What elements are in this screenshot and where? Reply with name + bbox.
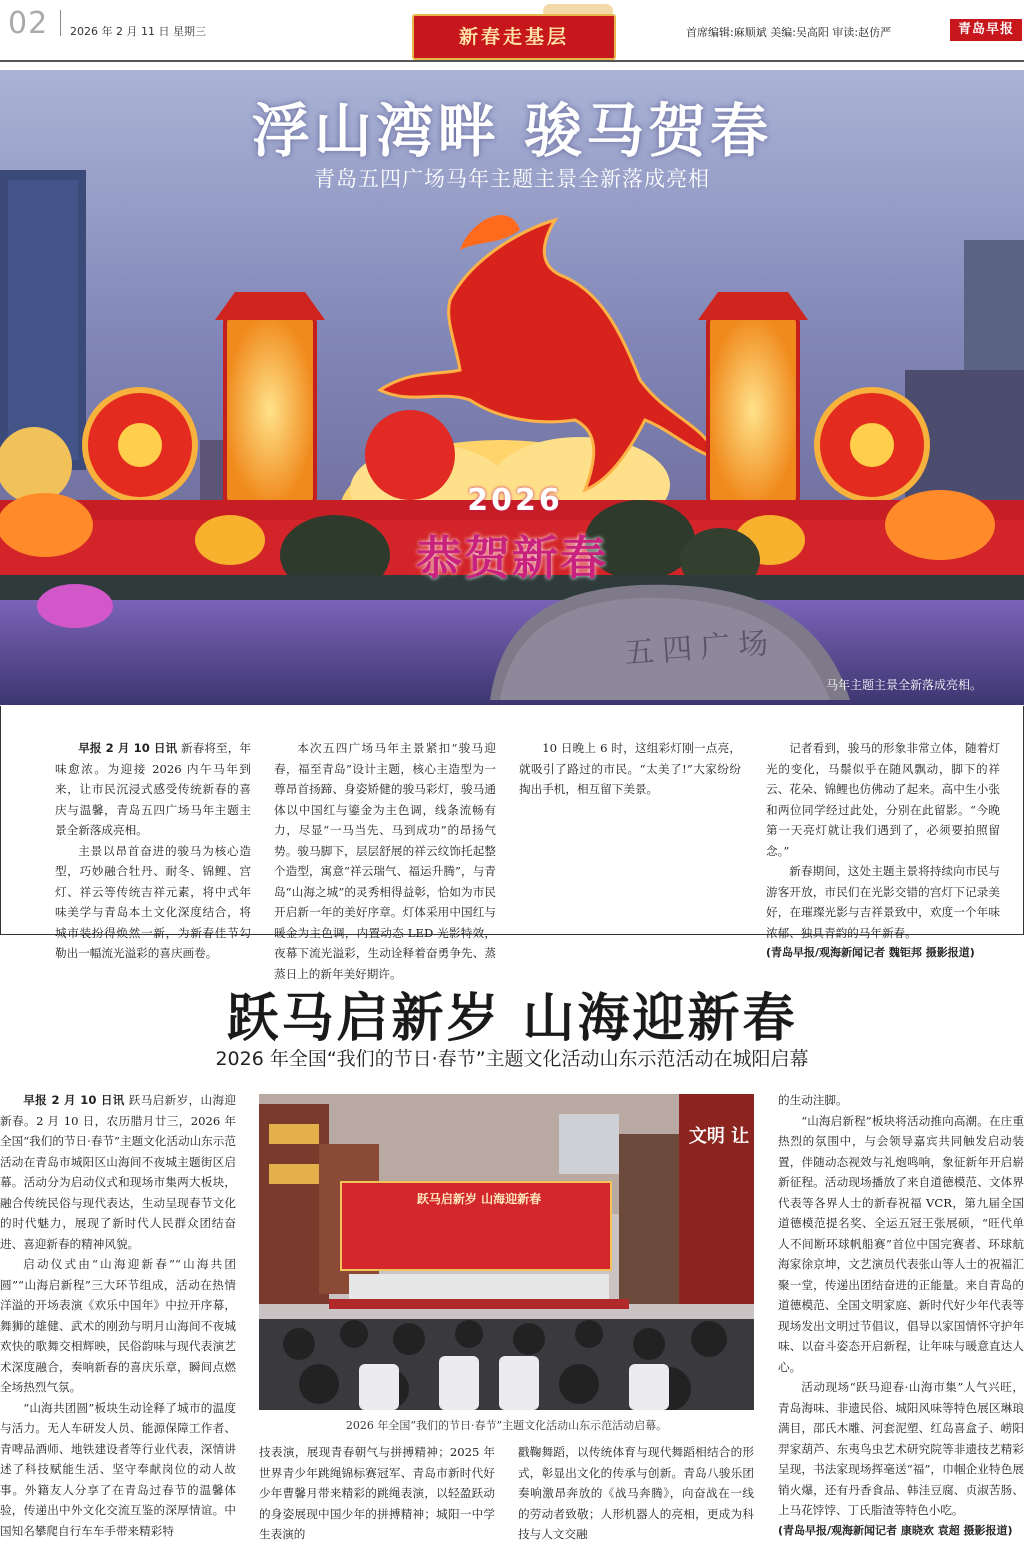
story1-column-1 bbox=[55, 738, 251, 964]
story1-headline: 浮山湾畔 骏马贺春 bbox=[251, 97, 773, 165]
story1-paragraph: 记者看到，骏马的形象非常立体，随着灯光的变化，马鬃似乎在随风飘动，脚下的祥云、花朵、锦鲤也仿佛动了起来。高中生小张和两位同学经过此处，分别在此留影。“今晚第一天亮灯就让我们遇到了，必须要拍照留念。” bbox=[766, 741, 1000, 858]
story2-paragraph: 启动仪式由“山海迎新春”“山海共团圆”“山海启新程”三大环节组成，活动在热情洋溢的开场表演《欢乐中国年》中拉开序幕，舞狮的雄健、武术的刚劲与明月山海间不夜城欢快的歌舞交相辉映，民俗韵味与现代表演艺术深度融合，奏响新春的喜庆乐章，瞬间点燃全场热烈气氛。 bbox=[0, 1257, 236, 1394]
stone-inscription: 五四广场 bbox=[623, 625, 778, 672]
story2-column-2 bbox=[259, 1442, 495, 1545]
story2-column-3 bbox=[518, 1442, 754, 1545]
story2-column-1 bbox=[0, 1090, 236, 1541]
header-divider bbox=[60, 10, 61, 36]
story1-paragraph: 主景以昂首奋进的骏马为核心造型，巧妙融合牡丹、耐冬、锦鲤、宫灯、祥云等传统吉祥元素，将中式年味美学与青岛本土文化深度结合，将城市装扮得焕然一新，为新春佳节勾勒出一幅流光溢彩的喜庆画卷。 bbox=[55, 843, 251, 960]
story1-paragraph: 新春将至，年味愈浓。为迎接 2026 内午马年到来，让市民沉浸式感受传统新春的喜庆与温馨，青岛五四广场马年主题主景全新落成亮相。 bbox=[55, 741, 251, 837]
story1-article bbox=[0, 706, 1024, 981]
story1-photo-caption: 马年主题主景全新落成亮相。 bbox=[826, 678, 983, 692]
story1-column-2 bbox=[274, 738, 496, 984]
story2-paragraph: “山海启新程”板块将活动推向高潮。在庄重热烈的氛围中，与会领导嘉宾共同触发启动装置，伴随动态视效与礼炮鸣响，象征新年开启崭新征程。活动现场播放了来自道德模范、文体界代表等各界人士的新春祝福 VCR，第九届全国道德模范提名奖、全运五冠王张展硕，“旺代单人不间断环球帆船赛”首位中国完赛者、环球航海家徐京坤，文艺演员代表张山等人士的祝福汇聚一堂，传递出团结奋进的正能量。来自青岛的道德模范、全国文明家庭、新时代好少年代表等现场发出文明过节倡议，倡导以家国情怀守护年味、以奋斗姿态开启新程，让年味与暖意直达人心。 bbox=[778, 1113, 1024, 1374]
sign-greeting: 恭贺新春 bbox=[416, 531, 608, 585]
newspaper-logo: 青岛早报 bbox=[950, 19, 1022, 41]
story2-paragraph: 活动现场“跃马迎春·山海市集”人气兴旺，青岛海味、非遗民俗、城阳风味等特色展区琳琅满目，邵氏木雕、河套泥塑、红岛喜盒子、崂阳羿家葫芦、东夷鸟虫艺术研究院等非遗技艺精彩呈现，书法家现场挥毫送“福”，巾帼企业特色展销火爆，还有丹香食品、韩洼豆腐、贞淑苦肠、上马花饽饽、丁氏脂渣等特色小吃。 bbox=[778, 1380, 1024, 1517]
page-number: 02 bbox=[8, 6, 49, 41]
story2-column-4 bbox=[778, 1090, 1024, 1541]
story2-paragraph: 技表演，展现青春朝气与拼搏精神；2025 年世界青少年跳绳锦标赛冠军、青岛市新时代好少年曹馨月带来精彩的跳绳表演，以轻盈跃动的身姿展现中国少年的拼搏精神；城阳一中学生表演的 bbox=[259, 1445, 495, 1541]
story2-dateline: 早报 2 月 10 日讯 bbox=[23, 1093, 125, 1107]
editor-credits: 首席编辑:麻顺斌 美编:吴高阳 审读:赵仿严 bbox=[686, 26, 892, 39]
story1-paragraph: 新春期间，这处主题主景将持续向市民与游客开放，市民们在光影交错的宫灯下记录美好，在璀璨光影与吉祥景致中，欢度一个年味浓郁、独具青韵的马年新春。 bbox=[766, 864, 1000, 940]
sign-year: 2026 bbox=[467, 483, 563, 518]
column-title: 新春走基层 bbox=[412, 14, 616, 60]
ceremony-photo bbox=[259, 1094, 754, 1410]
stage-banner-text: 跃马启新岁 山海迎新春 bbox=[416, 1192, 542, 1206]
story2-paragraph: 戳鞠舞蹈，以传统体育与现代舞蹈相结合的形式，彰显出文化的传承与创新。青岛八骏乐团奏响激昂奔放的《战马奔腾》，向奋战在一线的劳动者致敬；人形机器人的亮相，更成为科技与人文交融 bbox=[518, 1445, 754, 1541]
header-rule bbox=[0, 60, 1024, 62]
ceremony-scene bbox=[259, 1094, 754, 1410]
story2-photo-caption: 2026 年全国“我们的节日·春节”主题文化活动山东示范活动启幕。 bbox=[345, 1419, 668, 1432]
page-header bbox=[0, 0, 1024, 68]
story1-paragraph: 本次五四广场马年主景紧扣“骏马迎春，福至青岛”设计主题，核心主造型为一尊昂首扬蹄、身姿矫健的骏马彩灯，骏马通体以中国红与鎏金为主色调，线条流畅有力，尽显“一马当先、马到成功”的昂扬气势。骏马脚下，层层舒展的祥云纹饰托起整个造型，寓意“祥云瑞气、福运升腾”，与青岛“山海之城”的灵秀相得益彰，恰如为市民开启新一年的美好序章。灯体采用中国红与暖金为主色调，内置动态 LED 光影特效，夜幕下流光溢彩，生动诠释着奋勇争先、蒸蒸日上的新年美好期许。 bbox=[274, 741, 496, 981]
story2-subheadline: 2026 年全国“我们的节日·春节”主题文化活动山东示范活动在城阳启幕 bbox=[215, 1048, 809, 1070]
story2-paragraph: “山海共团圆”板块生动诠释了城市的温度与活力。无人车研发人员、能源保障工作者、青啤品酒师、地铁建设者等行业代表，深情讲述了科技赋能生活、坚守奉献岗位的动人故事。外籍友人分享了在青岛过春节的温馨体验，传递出中外文化交流互鉴的深厚情谊。中国知名攀爬自行车车手带来精彩特 bbox=[0, 1400, 236, 1538]
story1-dateline: 早报 2 月 10 日讯 bbox=[78, 741, 178, 755]
story2-byline: (青岛早报/观海新闻记者 康晓欢 袁超 摄影报道) bbox=[778, 1523, 1013, 1537]
story1-column-3 bbox=[519, 738, 741, 800]
story2-paragraph: 的生动注脚。 bbox=[778, 1093, 848, 1107]
story1-byline: (青岛早报/观海新闻记者 魏钜邦 摄影报道) bbox=[766, 946, 975, 959]
story1-column-4 bbox=[766, 738, 1000, 964]
wall-banner-text: 文明 让 bbox=[688, 1126, 750, 1147]
story2-paragraph: 跃马启新岁，山海迎新春。2 月 10 日，农历腊月廿三，2026 年全国“我们的节日·春节”主题文化活动山东示范活动在青岛市城阳区山海间不夜城主题街区启幕。活动分为启动仪式和现场市集两大板块，融合传统民俗与现代表达，生动呈现春节文化的时代魅力，展现了新时代人民群众团结奋进、喜迎新春的精神风貌。 bbox=[0, 1093, 236, 1251]
story1-paragraph: 10 日晚上 6 时，这组彩灯刚一点亮，就吸引了路过的市民。“太美了!”大家纷纷掏出手机，相互留下美景。 bbox=[519, 741, 741, 796]
story2-headline: 跃马启新岁 山海迎新春 bbox=[226, 989, 798, 1049]
story1-subheadline: 青岛五四广场马年主题主景全新落成亮相 bbox=[314, 167, 710, 191]
issue-date: 2026 年 2 月 11 日 星期三 bbox=[70, 25, 206, 38]
